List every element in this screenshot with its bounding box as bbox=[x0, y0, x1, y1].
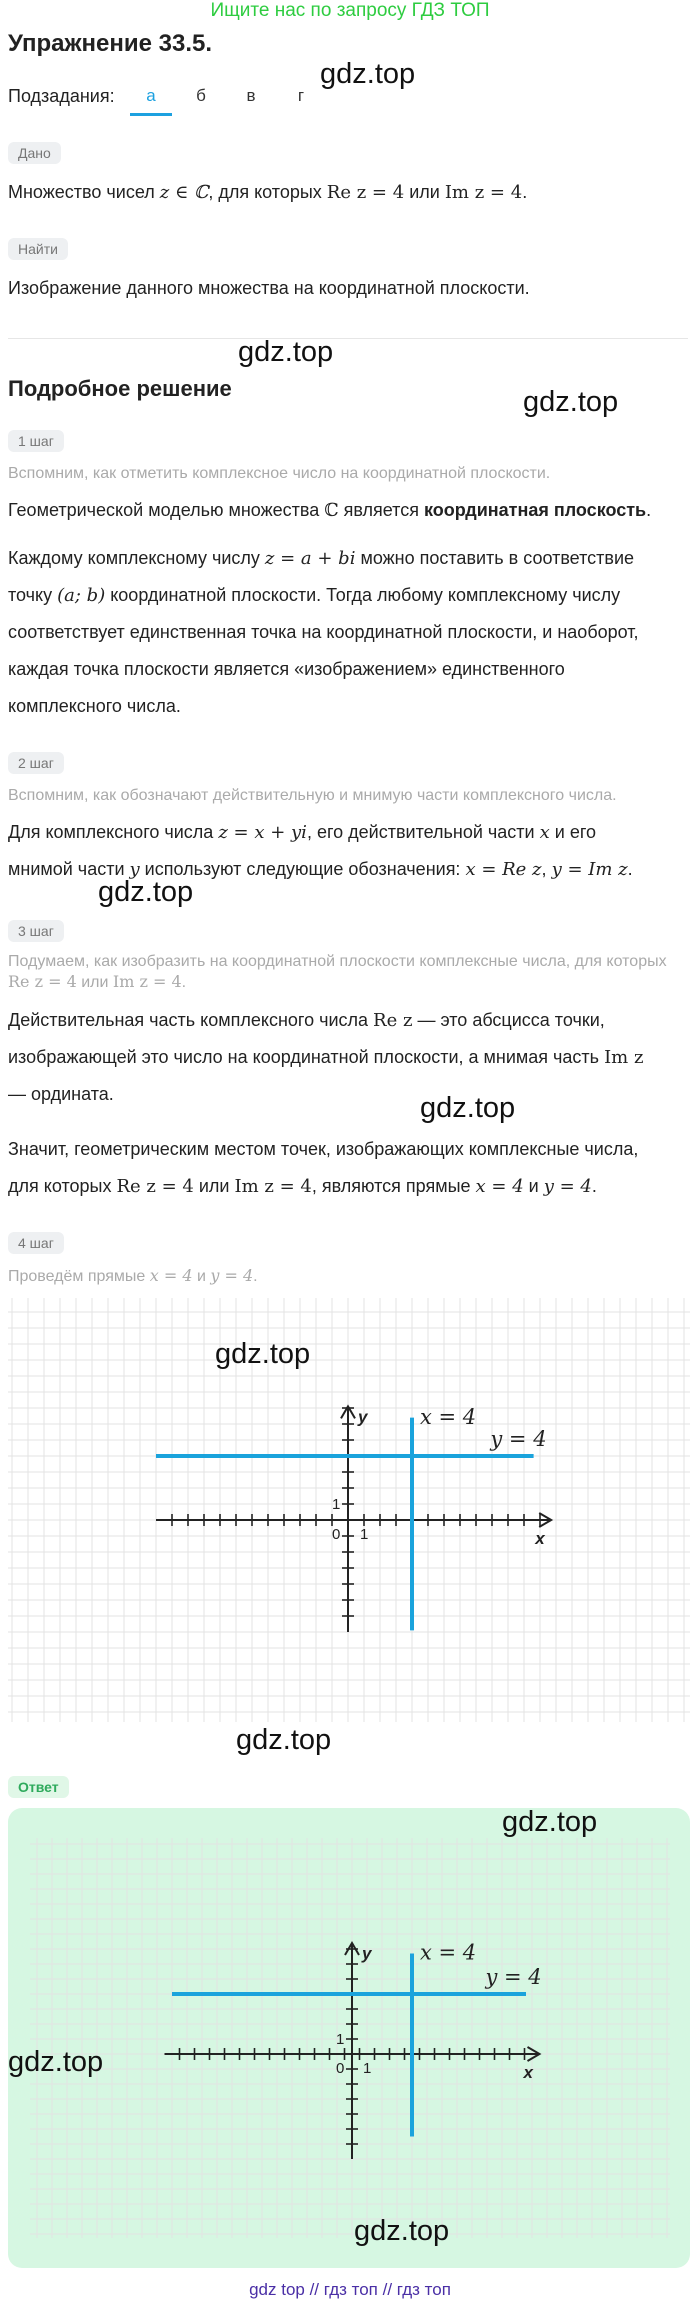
step-text: Значит, геометрическим местом точек, изображающих комплексные числа, bbox=[8, 1139, 639, 1159]
watermark: gdz.top bbox=[238, 336, 334, 368]
given-text-part: , для которых bbox=[208, 182, 327, 202]
text-part: координатной плоскости. Тогда любому комплексному числу bbox=[105, 585, 621, 605]
text-part: Геометрической моделью множества bbox=[8, 500, 325, 520]
math: y = 4 bbox=[543, 1176, 592, 1197]
text-part: . bbox=[646, 500, 652, 520]
text-part: можно поставить в соответствие bbox=[355, 548, 635, 568]
math: x = 4 bbox=[475, 1176, 524, 1197]
step-text bbox=[8, 814, 596, 851]
text-part: является bbox=[338, 500, 424, 520]
y-tick-label: 1 bbox=[332, 1496, 341, 1513]
step-text bbox=[8, 577, 620, 614]
step-badge: 4 шаг bbox=[8, 1232, 64, 1254]
text-part: или bbox=[193, 1176, 235, 1196]
text-part: и bbox=[523, 1176, 544, 1196]
math: Re z = 4 bbox=[116, 1176, 194, 1197]
step-hint bbox=[8, 970, 186, 995]
tab-v[interactable]: в bbox=[246, 86, 256, 105]
tab-a[interactable]: а bbox=[146, 86, 156, 105]
watermark: gdz.top bbox=[354, 2215, 450, 2247]
math: y bbox=[129, 859, 140, 880]
active-tab-indicator bbox=[130, 113, 172, 116]
math: x = Re z bbox=[465, 859, 542, 880]
x-tick-label: 1 bbox=[360, 1526, 369, 1543]
text-part: мнимой части bbox=[8, 859, 130, 879]
step-hint: Вспомним, как обозначают действительную и мнимую части комплексного числа. bbox=[8, 787, 617, 804]
watermark: gdz.top bbox=[320, 58, 416, 90]
math: x = 4 bbox=[149, 1266, 193, 1285]
coordinate-graph bbox=[8, 1298, 690, 1722]
math: Im z = 4 bbox=[234, 1176, 312, 1197]
step-badge: 1 шаг bbox=[8, 430, 64, 452]
math: y = Im z bbox=[551, 859, 628, 880]
text-part: для которых bbox=[8, 1176, 117, 1196]
find-text: Изображение данного множества на координатной плоскости. bbox=[8, 278, 530, 298]
text-part: . bbox=[591, 1176, 597, 1196]
line-x-label: x = 4 bbox=[420, 1940, 477, 1965]
x-axis-label: x bbox=[523, 2063, 533, 2082]
answer-graph bbox=[30, 1838, 670, 2238]
watermark: gdz.top bbox=[236, 1724, 332, 1756]
text-part: . bbox=[627, 859, 633, 879]
text-part: точку bbox=[8, 585, 58, 605]
text-part: Каждому комплексному числу bbox=[8, 548, 265, 568]
text-part: изображающей это число на координатной плоскости, а мнимая часть bbox=[8, 1047, 605, 1067]
math: Re z = 4 bbox=[8, 972, 77, 991]
step-text bbox=[8, 1002, 605, 1039]
given-math: z ∈ ℂ bbox=[159, 182, 209, 203]
answer-badge: Ответ bbox=[8, 1776, 69, 1798]
text-part: Проведём прямые bbox=[8, 1268, 150, 1285]
origin-label: 0 bbox=[336, 2060, 345, 2077]
given-badge: Дано bbox=[8, 142, 61, 164]
text-part: или bbox=[76, 974, 113, 991]
x-tick-label: 1 bbox=[363, 2060, 372, 2077]
watermark: gdz.top bbox=[502, 1806, 598, 1838]
math: y = 4 bbox=[210, 1266, 254, 1285]
tab-g[interactable]: г bbox=[297, 86, 305, 105]
math: Re z bbox=[373, 1010, 413, 1031]
text-part: Для комплексного числа bbox=[8, 822, 219, 842]
text-part: Действительная часть комплексного числа bbox=[8, 1010, 374, 1030]
text-part: и его bbox=[549, 822, 597, 842]
step-text: каждая точка плоскости является «изображением» единственного bbox=[8, 659, 565, 679]
given-text-part: . bbox=[522, 182, 528, 202]
y-axis-label: y bbox=[358, 1407, 368, 1427]
given-math: Re z = 4 bbox=[326, 182, 405, 203]
watermark: gdz.top bbox=[8, 2046, 104, 2078]
step-text bbox=[8, 540, 634, 577]
step-text bbox=[8, 1039, 643, 1076]
math: ℂ bbox=[324, 500, 339, 521]
math: z = x + yi bbox=[218, 822, 307, 843]
watermark: gdz.top bbox=[523, 386, 619, 418]
step-text: комплексного числа. bbox=[8, 696, 181, 716]
text-part: , являются прямые bbox=[311, 1176, 476, 1196]
step-text: — ордината. bbox=[8, 1084, 114, 1104]
step-hint bbox=[8, 1264, 258, 1289]
text-part: , bbox=[541, 859, 552, 879]
given-text bbox=[8, 174, 527, 211]
x-axis-label: x bbox=[535, 1529, 545, 1548]
step-text bbox=[8, 1168, 597, 1205]
solution-title: Подробное решение bbox=[8, 376, 232, 401]
origin-label: 0 bbox=[332, 1526, 341, 1543]
page-title: Упражнение 33.5. bbox=[8, 30, 213, 57]
line-y-label: y = 4 bbox=[490, 1427, 547, 1451]
text-part: и bbox=[192, 1268, 211, 1285]
bold-term: координатная плоскость bbox=[423, 500, 647, 520]
text-part: , его действительной части bbox=[306, 822, 540, 842]
line-x-label: x = 4 bbox=[420, 1405, 477, 1429]
text-part: используют следующие обозначения: bbox=[139, 859, 466, 879]
step-hint: Подумаем, как изобразить на координатной плоскости комплексные числа, для которых bbox=[8, 953, 667, 970]
line-y-label: y = 4 bbox=[485, 1965, 542, 1989]
step-hint: Вспомним, как отметить комплексное число на координатной плоскости. bbox=[8, 465, 551, 482]
math: x bbox=[539, 822, 550, 843]
footer-links: gdz top // гдз топ // гдз топ bbox=[249, 2280, 451, 2299]
math: Im z = 4 bbox=[112, 972, 182, 991]
text-part: . bbox=[253, 1268, 258, 1285]
step-text: соответствует единственная точка на координатной плоскости, и наоборот, bbox=[8, 622, 639, 642]
math: Im z bbox=[604, 1047, 644, 1068]
text-part: — это абсцисса точки, bbox=[412, 1010, 605, 1030]
math: (a; b) bbox=[57, 585, 106, 606]
step-text bbox=[8, 492, 651, 529]
promo-banner: Ищите нас по запросу ГДЗ ТОП bbox=[210, 0, 490, 21]
step-badge: 2 шаг bbox=[8, 752, 64, 774]
subtasks-label: Подзадания: bbox=[8, 86, 115, 106]
text-part: . bbox=[181, 974, 187, 991]
watermark: gdz.top bbox=[420, 1092, 516, 1124]
divider bbox=[8, 338, 688, 339]
tab-b[interactable]: б bbox=[196, 86, 206, 105]
given-text-part: Множество чисел bbox=[8, 182, 160, 202]
given-text-part: или bbox=[404, 182, 445, 202]
step-badge: 3 шаг bbox=[8, 920, 64, 942]
find-badge: Найти bbox=[8, 238, 68, 260]
given-math: Im z = 4 bbox=[444, 182, 523, 203]
math: z = a + bi bbox=[264, 548, 356, 569]
y-axis-label: y bbox=[362, 1944, 372, 1963]
watermark: gdz.top bbox=[215, 1338, 311, 1370]
watermark: gdz.top bbox=[98, 876, 194, 908]
y-tick-label: 1 bbox=[336, 2031, 345, 2048]
